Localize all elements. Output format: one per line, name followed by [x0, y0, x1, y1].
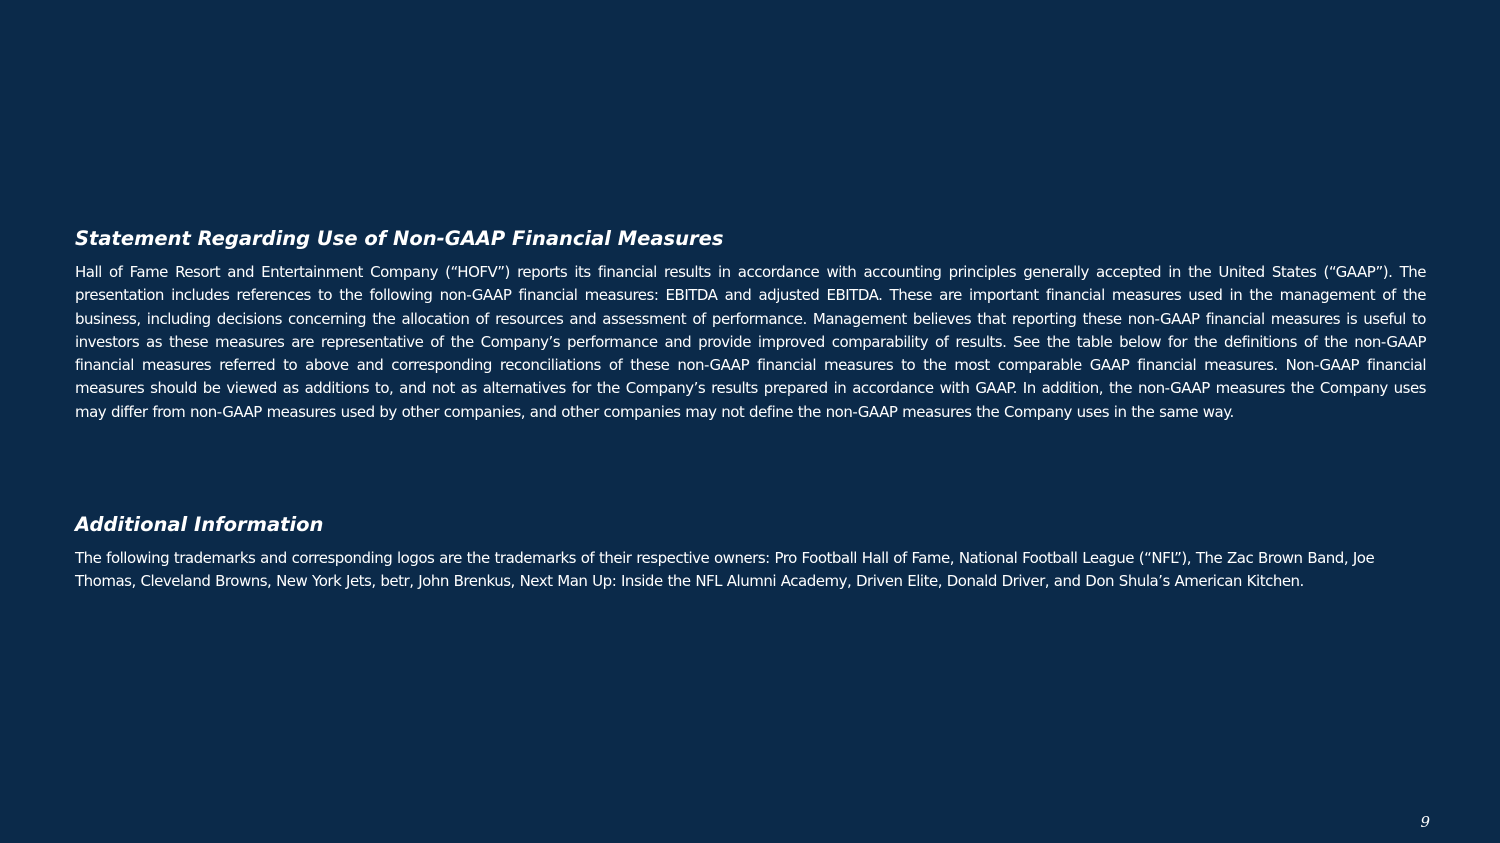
- additional-info-heading: Additional Information: [75, 513, 324, 536]
- non-gaap-section: [75, 225, 1426, 424]
- non-gaap-paragraph: Hall of Fame Resort and Entertainment Company (“HOFV”) reports its financial results in accordance with accounting principles generally accepted in the United States (“GAAP”). The presentation includes references to the following non-GAAP financial measures: EBITDA and adjusted EBITDA. These are important financial measures used in the management of the business, including decisions concerning the allocation of resources and assessment of performance. Management believes that reporting these non-GAAP financial measures is useful to investors as these measures are representative of the Company’s performance and provide improved comparability of results. See the table below for the definitions of the non-GAAP financial measures referred to above and corresponding reconciliations of these non-GAAP financial measures to the most comparable GAAP financial measures. Non-GAAP financial measures should be viewed as additions to, and not as alternatives for the Company’s results prepared in accordance with GAAP. In addition, the non-GAAP measures the Company uses may differ from non-GAAP measures used by other companies, and other companies may not define the non-GAAP measures the Company uses in the same way.: [75, 263, 1426, 421]
- page-number: 9: [1420, 813, 1430, 831]
- additional-info-section: [75, 511, 1426, 594]
- non-gaap-heading: Statement Regarding Use of Non-GAAP Financial Measures: [75, 227, 724, 250]
- additional-info-paragraph: The following trademarks and corresponding logos are the trademarks of their respective owners: Pro Football Hall of Fame, National Football League (“NFL”), The Zac Brown Band, Joe Thomas, Cleveland Browns, New York Jets, betr, John Brenkus, Next Man Up: Inside the NFL Alumni Academy, Driven Elite, Donald Driver, and Don Shula’s American Kitchen.: [75, 549, 1375, 591]
